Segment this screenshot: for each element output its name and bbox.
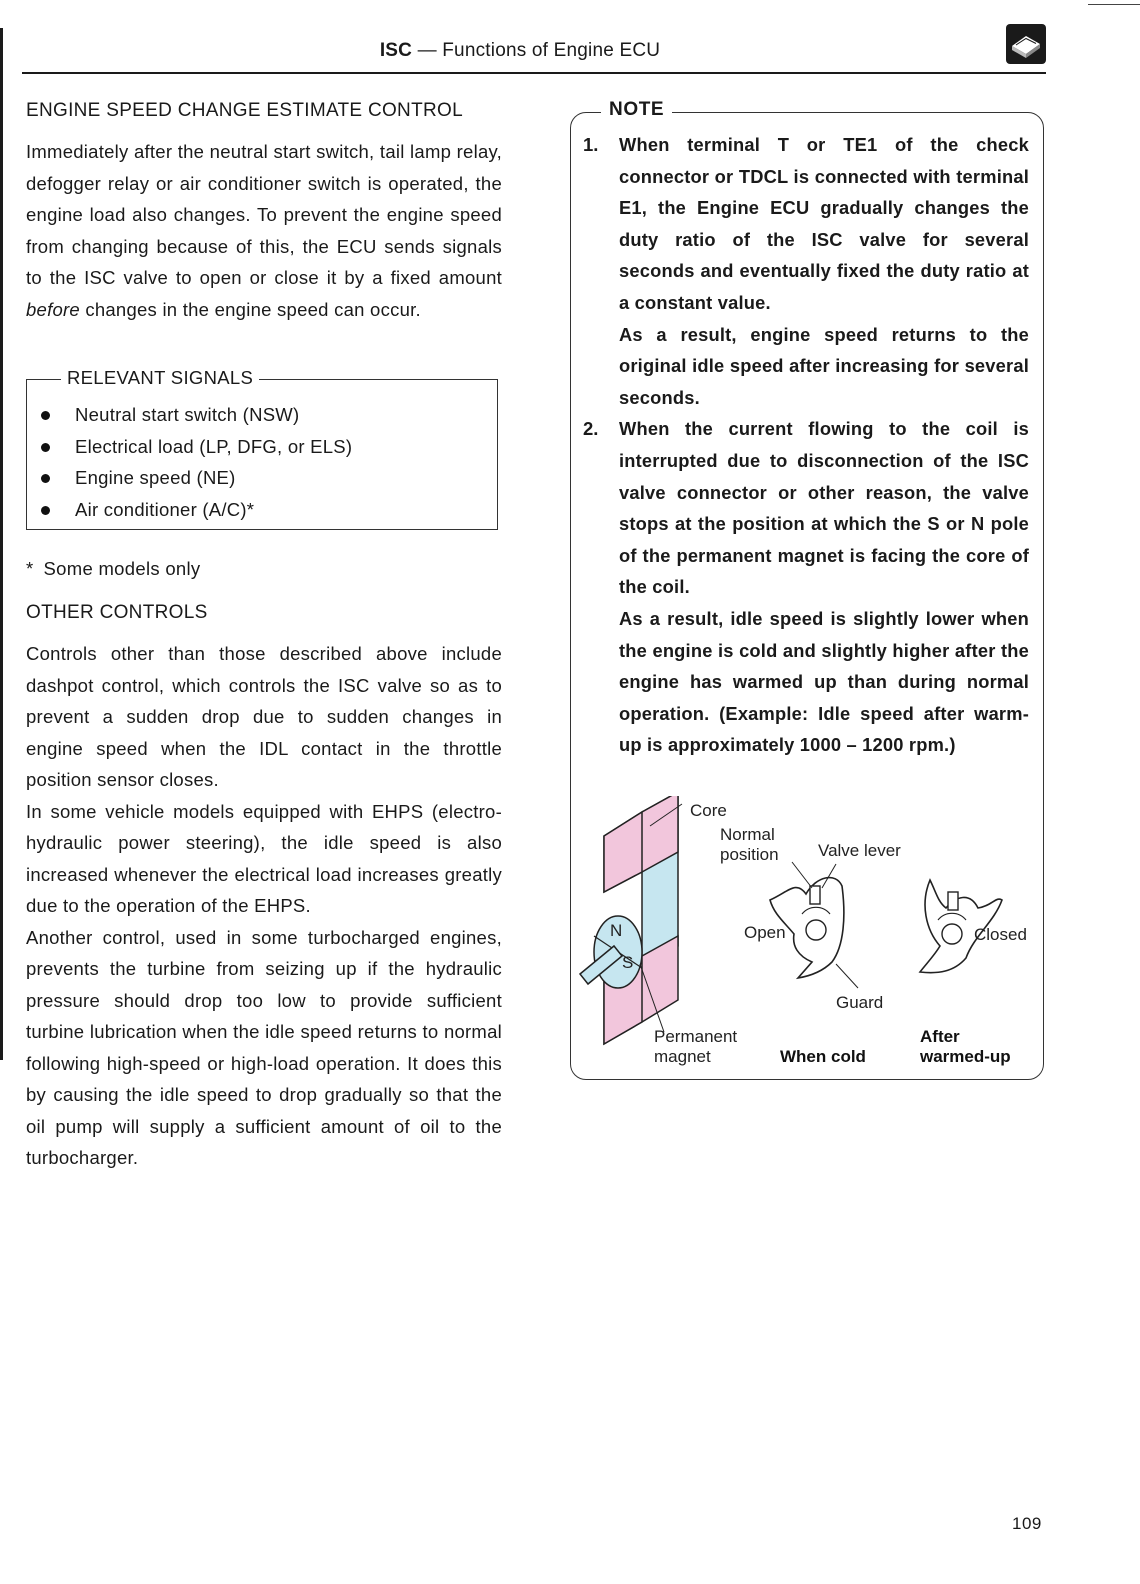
left-column: [26, 100, 502, 1174]
pole-s-label: S: [622, 953, 634, 972]
upper-core: [604, 812, 642, 892]
note-list: [583, 129, 1029, 761]
bullet-icon: [41, 474, 50, 483]
permanent-magnet-label-1: Permanent: [654, 1027, 738, 1046]
normal-position-label-1: Normal: [720, 825, 775, 844]
engine-speed-text-emphasis: before: [26, 298, 80, 320]
guard-label: Guard: [836, 993, 884, 1012]
lever-pin: [810, 886, 820, 904]
relevant-signals-title: RELEVANT SIGNALS: [61, 367, 259, 389]
footnote: [26, 558, 502, 580]
engine-speed-text-a: Immediately after the neutral start switch, tail lamp relay, defogger relay or air conditioner switch is operated, the engine load also changes. To prevent the engine speed from changing because of this, the ECU sends signals to the ISC valve to open or close it by a fixed amount: [26, 141, 502, 288]
normal-position-leader: [792, 862, 812, 888]
list-item: [27, 462, 497, 494]
list-item: [583, 413, 1029, 761]
list-item: [583, 129, 1029, 413]
bullet-icon: [41, 411, 50, 420]
list-item: [27, 399, 497, 431]
note-title: NOTE: [601, 99, 672, 121]
permanent-magnet-label-2: magnet: [654, 1047, 711, 1066]
other-controls-paragraph-2: In some vehicle models equipped with EHPS (electro-hydraulic power steering), the idle speed is also increased whenever the electrical load increases greatly due to the operation of the EHPS.: [26, 800, 502, 916]
top-edge-rule: [1088, 4, 1140, 5]
guard-leader: [836, 964, 858, 988]
bullet-icon: [41, 443, 50, 452]
list-item: [27, 431, 497, 463]
footnote-text: Some models only: [43, 558, 201, 579]
signal-label: Air conditioner (A/C)*: [75, 498, 255, 520]
pivot-circle: [942, 924, 962, 944]
header-title-bold: ISC: [379, 40, 413, 61]
when-cold-label: When cold: [780, 1047, 866, 1066]
footnote-star: *: [26, 558, 34, 579]
after-warmed-up-label-2: warmed-up: [920, 1047, 1011, 1066]
pivot-circle: [806, 920, 826, 940]
relevant-signals-box: [26, 367, 498, 530]
other-controls-paragraph-3: Another control, used in some turbocharged engines, prevents the turbine from seizing up if the hydraulic pressure should drop too low to provide sufficient turbine lubrication when the idle speed returns to normal following high-speed or high-load operation. It does this by causing the idle speed to drop gradually so that the oil pump will supply a sufficient amount of oil to the turbocharger.: [26, 926, 502, 1168]
book-icon: [1006, 24, 1046, 64]
lever-pin: [948, 892, 958, 910]
note-text: As a result, idle speed is slightly lower when the engine is cold and slightly higher after the engine has warmed up than during normal operation. (Example: Idle speed after warm-up is approximately 1000 – 1200 rpm.): [619, 607, 1029, 756]
other-controls-paragraph-1: Controls other than those described above include dashpot control, which controls the ISC valve so as to prevent a sudden drop due to sudden changes in engine speed when the IDL contact in the throttle position sensor closes.: [26, 643, 502, 790]
binding-edge-rule: [0, 28, 3, 1060]
isc-valve-diagram: [574, 796, 1040, 1078]
signal-label: Electrical load (LP, DFG, or ELS): [75, 435, 353, 457]
engine-speed-paragraph: [26, 136, 502, 325]
page-number: 109: [1012, 1514, 1042, 1533]
page-header-title: [0, 40, 1040, 62]
note-number: 1.: [583, 134, 599, 155]
header-title-rest: — Functions of Engine ECU: [412, 40, 661, 61]
bullet-icon: [41, 506, 50, 515]
signal-label: Neutral start switch (NSW): [75, 404, 300, 425]
note-text: As a result, engine speed returns to the original idle speed after increasing for several seconds.: [619, 323, 1029, 408]
list-item: [27, 494, 497, 526]
after-warmed-up-label-1: After: [920, 1027, 960, 1046]
section-heading-other-controls: OTHER CONTROLS: [26, 602, 208, 623]
open-label: Open: [744, 923, 786, 942]
pole-n-label: N: [610, 921, 623, 940]
note-text: When terminal T or TE1 of the check connector or TDCL is connected with terminal E1, the Engine ECU gradually changes the duty ratio of the ISC valve for several seconds and eventually fixed the duty ratio at a constant value.: [619, 134, 1029, 313]
closed-label: Closed: [974, 925, 1027, 944]
rotary-magnet-illustration: [580, 796, 682, 1044]
header-rule: [22, 72, 1046, 74]
signal-label: Engine speed (NE): [75, 467, 236, 488]
normal-position-label-2: position: [720, 845, 779, 864]
engine-speed-text-b: changes in the engine speed can occur.: [79, 298, 421, 320]
valve-lever-label: Valve lever: [818, 841, 901, 860]
note-number: 2.: [583, 418, 599, 440]
signals-list: [27, 379, 497, 525]
core-label: Core: [690, 801, 727, 820]
note-text: When the current flowing to the coil is interrupted due to disconnection of the ISC valve connector or other reason, the valve stops at the position at which the S or N pole of the permanent magnet is facing the core of the coil.: [619, 418, 1029, 598]
section-heading-engine-speed: ENGINE SPEED CHANGE ESTIMATE CONTROL: [26, 100, 463, 121]
